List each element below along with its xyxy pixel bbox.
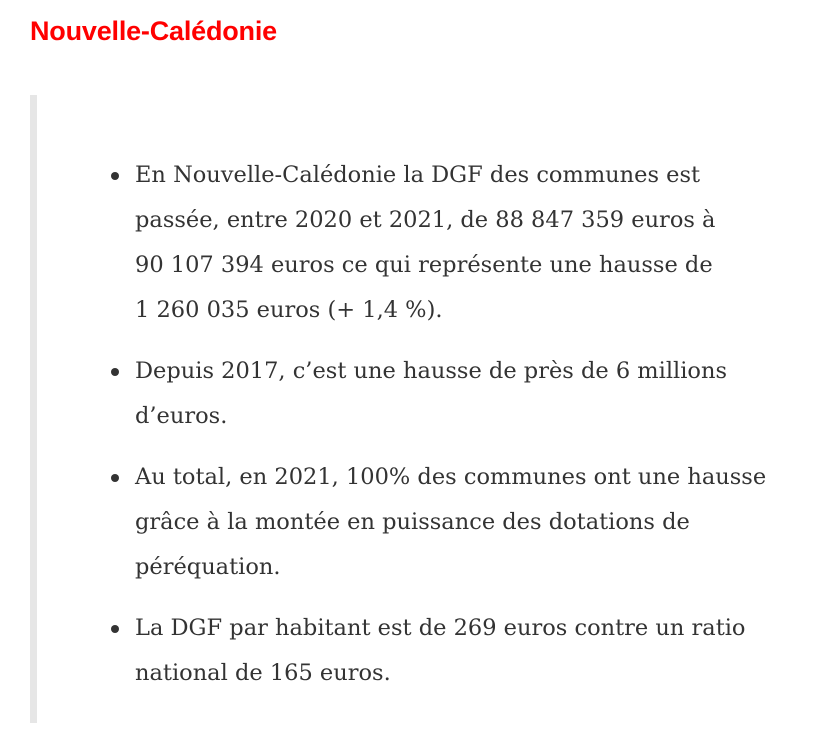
blockquote — [30, 95, 820, 723]
list-item — [37, 153, 766, 333]
list-item-line: La DGF par habitant est de 269 euros contre un ratio — [135, 615, 746, 641]
bullet-icon — [111, 172, 119, 180]
list-item — [37, 455, 766, 590]
bullet-icon — [111, 625, 119, 633]
list-item-line: 1 260 035 euros (+ 1,4 %). — [135, 297, 443, 323]
bullet-icon — [111, 474, 119, 482]
list-item-line: Depuis 2017, c’est une hausse de près de 6 millions — [135, 358, 728, 384]
bullet-icon — [111, 368, 119, 376]
list-item-line: péréquation. — [135, 554, 281, 580]
list-item — [37, 349, 766, 439]
page-title: Nouvelle-Calédonie — [30, 16, 277, 46]
list-item-line: d’euros. — [135, 403, 228, 429]
list-item-line: grâce à la montée en puissance des dotations de — [135, 509, 690, 535]
list-item-line: En Nouvelle-Calédonie la DGF des communes est — [135, 162, 701, 188]
list-item-line: Au total, en 2021, 100% des communes ont une hausse — [135, 464, 767, 490]
list-item — [37, 606, 766, 696]
bullet-list — [37, 153, 766, 712]
list-item-line: passée, entre 2020 et 2021, de 88 847 359 euros à — [135, 207, 716, 233]
list-item-line: 90 107 394 euros ce qui représente une hausse de — [135, 252, 713, 278]
list-item-line: national de 165 euros. — [135, 660, 391, 686]
